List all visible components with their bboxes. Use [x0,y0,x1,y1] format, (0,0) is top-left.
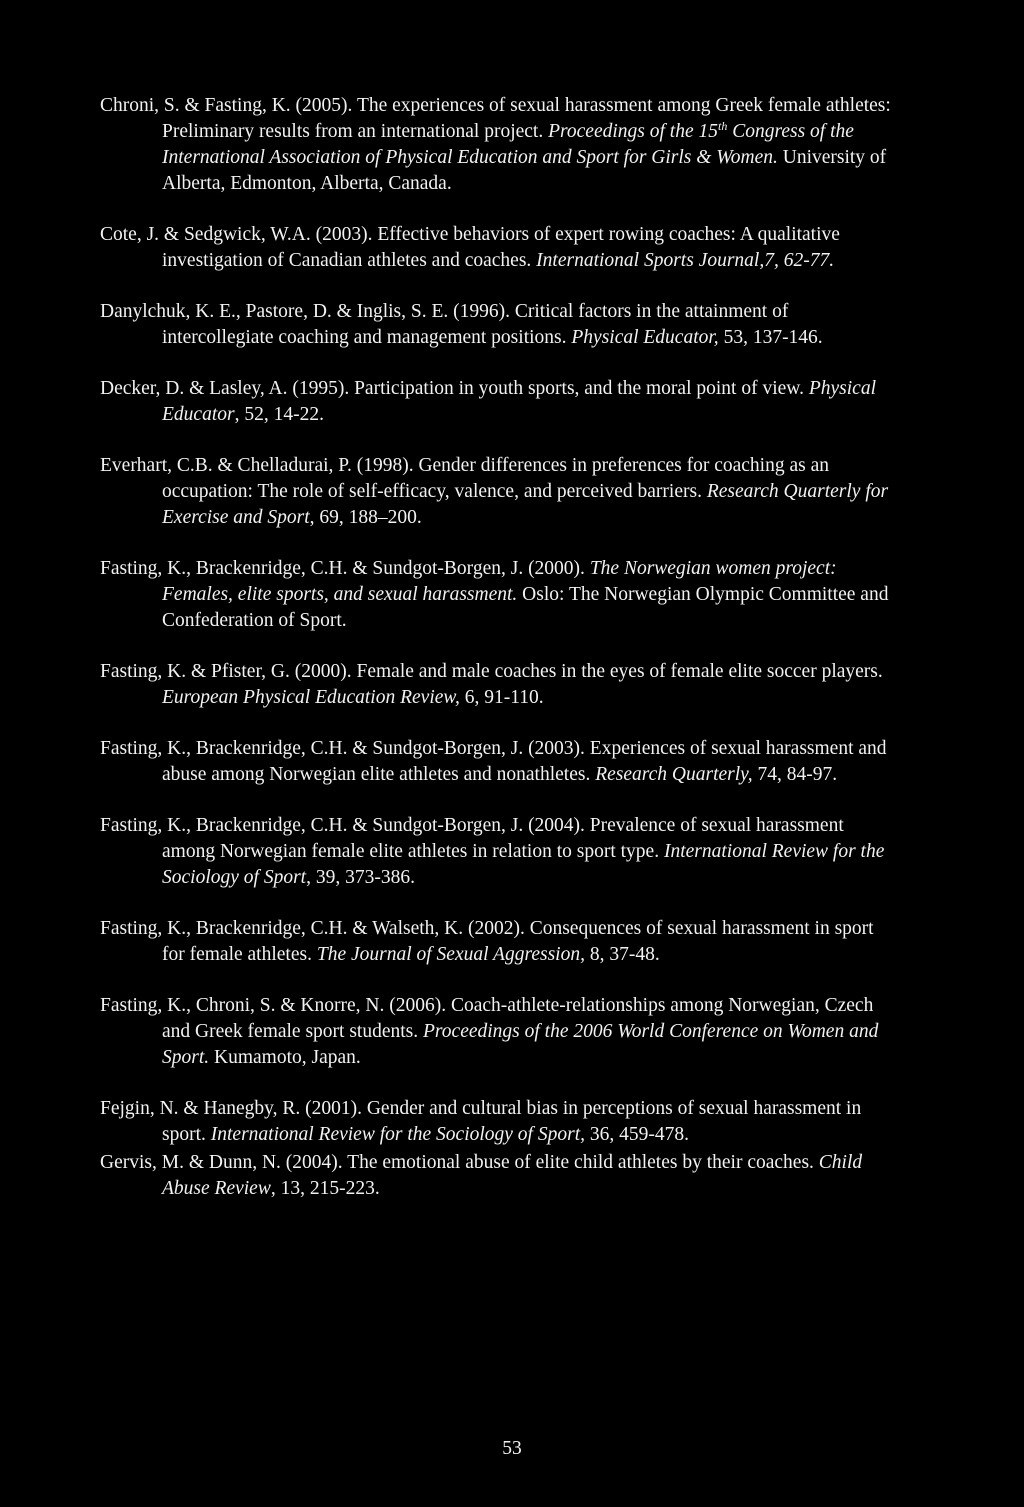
reference-source: The Journal of Sexual Aggression, [316,944,585,965]
reference-entry [100,813,900,891]
reference-entry [100,659,900,711]
reference-entry [100,1096,900,1148]
reference-entry [100,556,900,634]
reference-text: Decker, D. & Lasley, A. (1995). Participation in youth sports, and the moral point of view. [100,378,809,399]
reference-entry [100,993,900,1071]
superscript: th [717,119,728,133]
reference-details: 53, 137-146. [718,327,823,348]
reference-source: Congress of the International Association of Physical Education and Sport for Girls & Women. [162,121,854,168]
reference-entry [100,299,900,351]
reference-entry [100,1150,900,1202]
reference-source: European Physical Education Review, [162,687,460,708]
reference-details: , 39, 373-386. [306,867,415,888]
reference-text: Danylchuk, K. E., Pastore, D. & Inglis, S. E. (1996). Critical factors in the attainment of intercollegiate coaching and management positions. [100,301,789,348]
reference-details: , 13, 215-223. [270,1178,380,1199]
reference-source: Proceedings of the 2006 World Conference on Women and Sport. [162,1021,879,1068]
reference-text: Fasting, K., Brackenridge, C.H. & Sundgot-Borgen, J. (2004). Prevalence of sexual harassment among Norwegian female elite athletes in relation to sport type. [100,815,844,862]
reference-text: Chroni, S. & Fasting, K. (2005). The experiences of sexual harassment among Greek female athletes: Preliminary results from an international project. [100,95,891,142]
reference-details: , 52, 14-22. [234,404,324,425]
reference-source: Research Quarterly for Exercise and Sport [162,481,889,528]
reference-details: 8, 37-48. [584,944,660,965]
reference-entry [100,736,900,788]
reference-source: Physical Educator, [571,327,719,348]
reference-source: International Sports Journal,7, 62-77. [536,250,835,271]
reference-source: Proceedings of the 15 [548,121,718,142]
reference-entry [100,453,900,531]
reference-text: Fasting, K., Brackenridge, C.H. & Sundgot-Borgen, J. (2003). Experiences of sexual harassment and abuse among Norwegian elite athletes and nonathletes. [100,738,887,785]
reference-source: International Review for the Sociology of Sport, [210,1124,585,1145]
reference-entry [100,93,900,197]
reference-details: University of Alberta, Edmonton, Alberta, Canada. [162,147,887,194]
reference-details: , 69, 188–200. [309,507,422,528]
reference-text: Everhart, C.B. & Chelladurai, P. (1998). Gender differences in preferences for coaching as an occupation: The role of self-efficacy, valence, and perceived barriers. [100,455,829,502]
reference-entry [100,916,900,968]
reference-details: Kumamoto, Japan. [209,1047,361,1068]
reference-text: Fasting, K., Brackenridge, C.H. & Walseth, K. (2002). Consequences of sexual harassment in sport for female athletes. [100,918,874,965]
reference-text: Fasting, K., Brackenridge, C.H. & Sundgot-Borgen, J. (2000). [100,558,590,579]
reference-list [100,93,900,1202]
reference-entry [100,222,900,274]
reference-source: Child Abuse Review [162,1152,863,1199]
reference-details: 74, 84-97. [752,764,838,785]
reference-details: Oslo: The Norwegian Olympic Committee and Confederation of Sport. [162,584,889,631]
reference-details: 6, 91-110. [459,687,544,708]
reference-text: Fejgin, N. & Hanegby, R. (2001). Gender and cultural bias in perceptions of sexual harassment in sport. [100,1098,862,1145]
reference-entry [100,376,900,428]
reference-source: Physical Educator [162,378,876,425]
page-number: 53 [502,1438,522,1459]
reference-source: The Norwegian women project: Females, elite sports, and sexual harassment. [162,558,837,605]
reference-source: International Review for the Sociology of Sport [162,841,885,888]
reference-text: Fasting, K., Chroni, S. & Knorre, N. (2006). Coach-athlete-relationships among Norwegian, Czech and Greek female sport students. [100,995,874,1042]
reference-source: Research Quarterly, [595,764,753,785]
reference-text: Fasting, K. & Pfister, G. (2000). Female and male coaches in the eyes of female elite soccer players. [100,661,883,682]
reference-text: Gervis, M. & Dunn, N. (2004). The emotional abuse of elite child athletes by their coaches. [100,1152,819,1173]
reference-text: Cote, J. & Sedgwick, W.A. (2003). Effective behaviors of expert rowing coaches: A qualitative investigation of Canadian athletes and coaches. [100,224,840,271]
reference-details: 36, 459-478. [584,1124,689,1145]
